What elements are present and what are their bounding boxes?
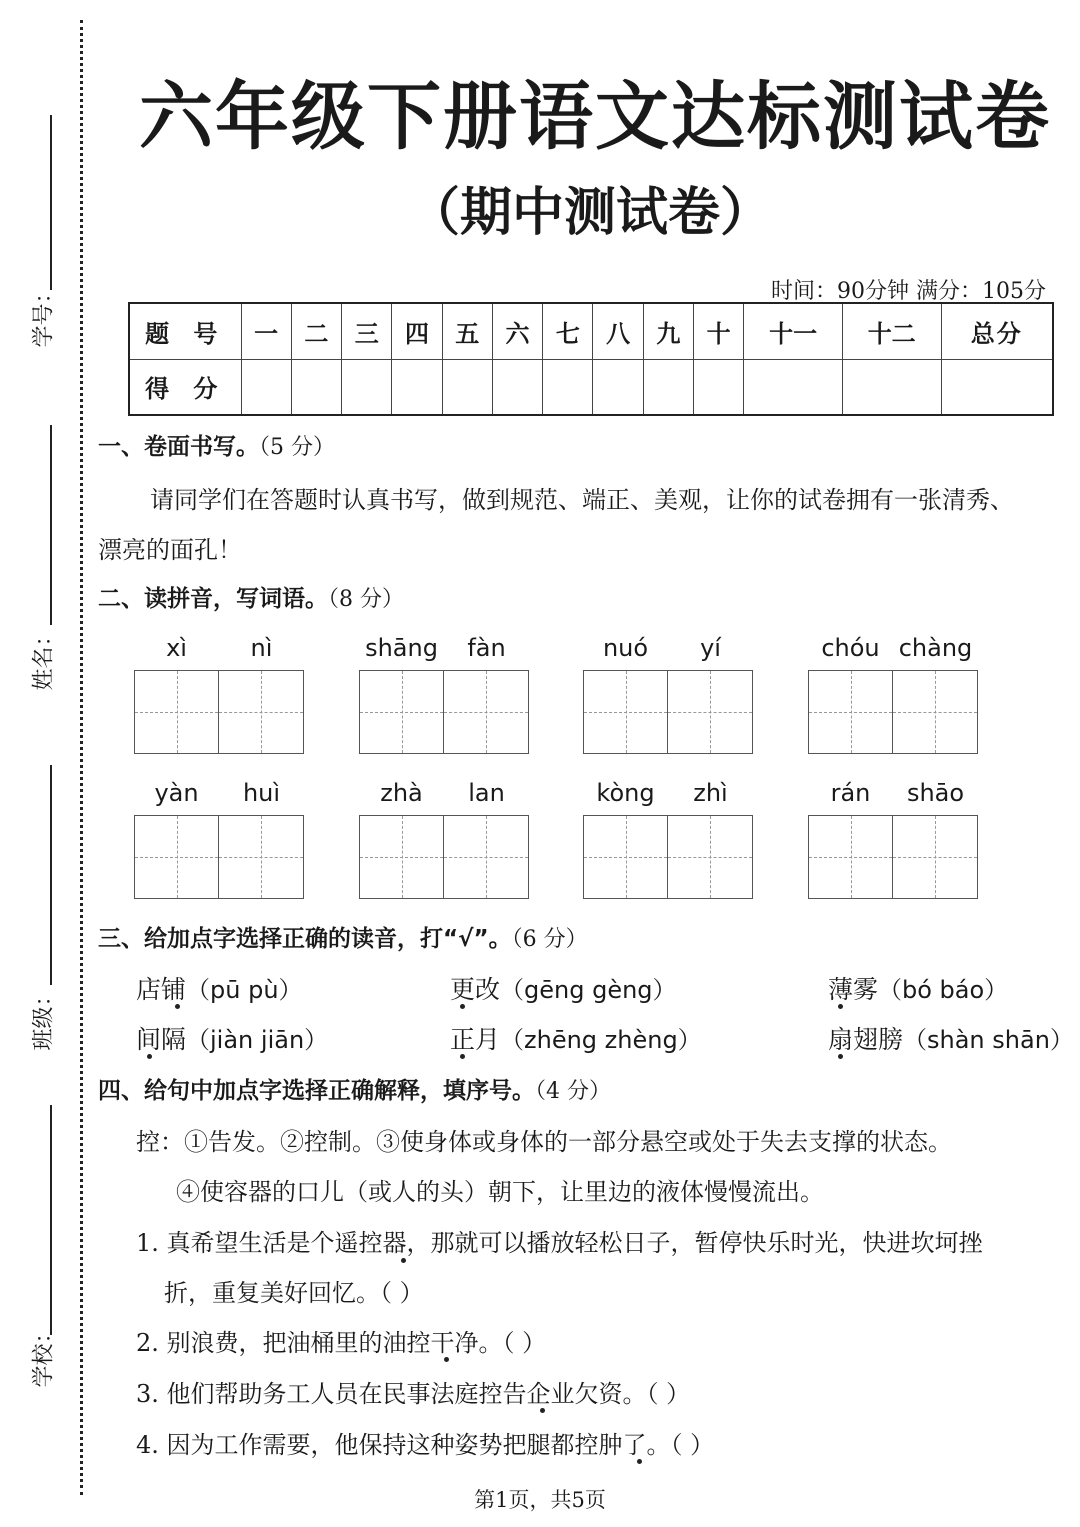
section3-points: （6 分） xyxy=(511,927,588,952)
col-header: 五 xyxy=(442,303,492,359)
score-cell xyxy=(342,359,392,415)
score-cell xyxy=(842,359,941,415)
score-cell xyxy=(492,359,542,415)
grid-cell[interactable] xyxy=(584,671,668,753)
emphasis-dot xyxy=(637,1459,642,1464)
pinyin-group xyxy=(583,779,753,909)
col-header-total: 总分 xyxy=(941,303,1053,359)
emphasis-dot xyxy=(444,1357,449,1362)
item-word: 更改 xyxy=(450,975,501,1004)
col-header: 十二 xyxy=(842,303,941,359)
pinyin-syllable: huì xyxy=(242,779,281,807)
time-info: 时间：90分钟 满分：105分 xyxy=(771,279,1046,304)
pinyin-syllable: shāo xyxy=(906,779,965,807)
writing-grid[interactable] xyxy=(583,815,753,899)
pinyin-syllable: zhì xyxy=(693,779,728,807)
item-options: （jiàn jiān） xyxy=(186,1026,329,1054)
item-options: （zhēng zhèng） xyxy=(500,1026,702,1054)
pronunciation-item xyxy=(828,1020,1074,1056)
grid-cell[interactable] xyxy=(135,816,219,898)
pinyin-group xyxy=(359,779,529,909)
pronunciation-item xyxy=(450,1020,702,1056)
item-word: 薄雾 xyxy=(828,975,879,1004)
grid-cell[interactable] xyxy=(893,671,977,753)
student-no-label: 学号： xyxy=(31,281,57,348)
section1-heading xyxy=(98,428,335,461)
student-no-line xyxy=(50,115,52,290)
school-line xyxy=(50,1105,52,1335)
score-cell xyxy=(744,359,843,415)
section2-points: （8 分） xyxy=(328,587,404,612)
writing-grid[interactable] xyxy=(583,670,753,754)
question2: 2. 别浪费，把油桶里的油控干净。（ ） xyxy=(136,1329,547,1357)
col-header: 七 xyxy=(543,303,593,359)
score-cell xyxy=(643,359,693,415)
pinyin-group xyxy=(808,634,978,764)
pronunciation-item xyxy=(828,970,1008,1006)
writing-grid[interactable] xyxy=(134,815,304,899)
emphasis-dot xyxy=(838,1054,843,1059)
item-options: （gēng gèng） xyxy=(500,976,677,1004)
pinyin-group xyxy=(808,779,978,909)
grid-cell[interactable] xyxy=(809,671,893,753)
grid-cell[interactable] xyxy=(584,816,668,898)
class-label: 班级： xyxy=(31,984,57,1051)
page-title: 六年级下册语文达标测试卷 xyxy=(139,74,1051,160)
score-table-header-row xyxy=(129,303,1053,359)
pinyin-syllable: nì xyxy=(250,634,273,662)
grid-cell[interactable] xyxy=(219,816,303,898)
page-subtitle: （期中测试卷） xyxy=(407,182,772,243)
definition-line2: ④使容器的口儿（或人的头）朝下，让里边的液体慢慢流出。 xyxy=(176,1178,824,1206)
score-table xyxy=(128,302,1054,416)
pinyin-syllable: chóu xyxy=(821,634,880,662)
writing-grid[interactable] xyxy=(359,670,529,754)
emphasis-dot xyxy=(147,1054,152,1059)
col-header: 四 xyxy=(392,303,442,359)
pinyin-syllable: zhà xyxy=(380,779,423,807)
pinyin-syllable: lan xyxy=(468,779,505,807)
score-cell xyxy=(241,359,291,415)
pinyin-group xyxy=(134,779,304,909)
emphasis-dot xyxy=(401,1258,406,1263)
pronunciation-item xyxy=(136,1020,328,1056)
pinyin-syllable: rán xyxy=(830,779,871,807)
name-line xyxy=(50,425,52,625)
score-cell xyxy=(291,359,341,415)
binding-dashed-line xyxy=(80,20,83,1495)
pinyin-syllable: fàn xyxy=(467,634,506,662)
score-table-score-row xyxy=(129,359,1053,415)
item-options: （bó báo） xyxy=(878,976,1009,1004)
question1-line1: 1. 真希望生活是个遥控器，那就可以播放轻松日子，暂停快乐时光，快进坎坷挫 xyxy=(136,1229,983,1257)
emphasis-dot xyxy=(540,1408,545,1413)
pinyin-syllable: chàng xyxy=(898,634,973,662)
col-header: 六 xyxy=(492,303,542,359)
col-header: 十 xyxy=(694,303,744,359)
item-options: （shàn shān） xyxy=(903,1026,1074,1054)
grid-cell[interactable] xyxy=(360,671,444,753)
pinyin-syllable: xì xyxy=(166,634,187,662)
score-cell-total xyxy=(941,359,1053,415)
name-label: 姓名： xyxy=(31,624,57,691)
section3-heading xyxy=(98,920,588,953)
item-options: （pū pù） xyxy=(186,976,303,1004)
item-word: 扇翅膀 xyxy=(828,1025,904,1054)
section1-points: （5 分） xyxy=(259,435,335,460)
question4: 4. 因为工作需要，他保持这种姿势把腿都控肿了。（ ） xyxy=(136,1431,715,1459)
writing-grid[interactable] xyxy=(359,815,529,899)
pinyin-syllable: kòng xyxy=(596,779,655,807)
col-header: 三 xyxy=(342,303,392,359)
score-cell xyxy=(543,359,593,415)
col-header: 八 xyxy=(593,303,643,359)
pinyin-syllable: yí xyxy=(700,634,721,662)
item-word: 店铺 xyxy=(136,975,187,1004)
item-word: 正月 xyxy=(450,1025,501,1054)
writing-grid[interactable] xyxy=(808,670,978,754)
grid-cell[interactable] xyxy=(809,816,893,898)
emphasis-dot xyxy=(460,1054,465,1059)
writing-grid[interactable] xyxy=(808,815,978,899)
emphasis-dot xyxy=(838,1004,843,1009)
pronunciation-item xyxy=(450,970,677,1006)
grid-cell[interactable] xyxy=(893,816,977,898)
emphasis-dot xyxy=(175,1004,180,1009)
pinyin-group xyxy=(583,634,753,764)
section1-line2: 漂亮的面孔！ xyxy=(98,536,242,564)
section1-line1: 请同学们在答题时认真书写，做到规范、端正、美观，让你的试卷拥有一张清秀、 xyxy=(150,486,1014,514)
col-header: 二 xyxy=(291,303,341,359)
class-line xyxy=(50,765,52,985)
col-header: 一 xyxy=(241,303,291,359)
score-cell xyxy=(694,359,744,415)
score-cell xyxy=(392,359,442,415)
writing-grid[interactable] xyxy=(134,670,304,754)
score-cell xyxy=(442,359,492,415)
pinyin-syllable: nuó xyxy=(602,634,649,662)
binding-margin xyxy=(0,0,90,1527)
question3: 3. 他们帮助务工人员在民事法庭控告企业欠资。（ ） xyxy=(136,1380,691,1408)
col-header: 十一 xyxy=(744,303,843,359)
col-header: 九 xyxy=(643,303,693,359)
pinyin-syllable: yàn xyxy=(154,779,199,807)
section3-title: 三、给加点字选择正确的读音，打“√”。 xyxy=(98,926,512,952)
definition-line1: 控：①告发。②控制。③使身体或身体的一部分悬空或处于失去支撑的状态。 xyxy=(136,1128,952,1156)
grid-cell[interactable] xyxy=(444,671,528,753)
item-word: 间隔 xyxy=(136,1025,187,1054)
emphasis-dot xyxy=(460,1004,465,1009)
row-label-question-no: 题 号 xyxy=(129,303,241,359)
pronunciation-item xyxy=(136,970,303,1006)
grid-cell[interactable] xyxy=(668,671,752,753)
section4-title: 四、给句中加点字选择正确解释，填序号。 xyxy=(98,1078,535,1104)
section2-heading xyxy=(98,580,404,613)
page-number: 第1页，共5页 xyxy=(474,1488,606,1512)
grid-cell[interactable] xyxy=(444,816,528,898)
section1-title: 一、卷面书写。 xyxy=(98,434,259,460)
grid-cell[interactable] xyxy=(135,671,219,753)
school-label: 学校： xyxy=(31,1321,57,1388)
grid-cell[interactable] xyxy=(219,671,303,753)
question1-line2: 折，重复美好回忆。（ ） xyxy=(164,1279,424,1307)
section4-points: （4 分） xyxy=(535,1079,611,1104)
section2-title: 二、读拼音，写词语。 xyxy=(98,586,328,612)
grid-cell[interactable] xyxy=(360,816,444,898)
row-label-score: 得 分 xyxy=(129,359,241,415)
pinyin-group xyxy=(359,634,529,764)
pinyin-syllable: shāng xyxy=(365,634,438,662)
grid-cell[interactable] xyxy=(668,816,752,898)
section4-heading xyxy=(98,1072,611,1105)
score-cell xyxy=(593,359,643,415)
pinyin-group xyxy=(134,634,304,764)
